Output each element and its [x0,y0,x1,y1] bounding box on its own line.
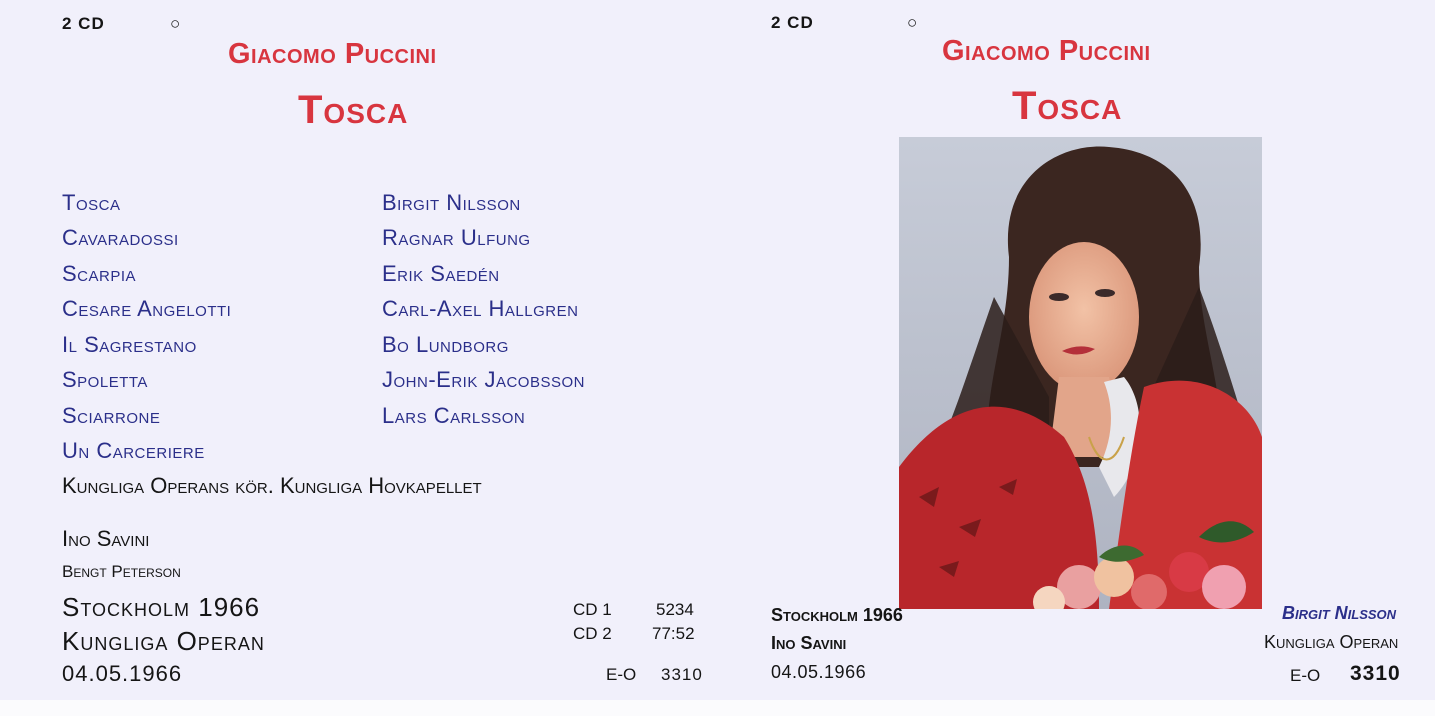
opera-title: Tosca [1012,84,1123,128]
cast-role: Il Sagrestano [62,332,197,357]
opera-title: Tosca [298,88,409,132]
cast-singer: Lars Carlsson [382,403,526,428]
director: Bengt Peterson [62,562,181,581]
cast-role: Cesare Angelotti [62,296,232,321]
track-label: CD 1 [573,600,612,619]
catalog-prefix: E-O [1290,666,1321,685]
city-year: Stockholm 1966 [62,592,261,622]
track-label: CD 2 [573,624,612,643]
cast-role: Scarpia [62,261,137,286]
venue: Kungliga Operan [1264,632,1399,652]
cd-count: 2 CD [771,13,814,32]
composer-title: Giacomo Puccini [942,35,1151,67]
recording-date: 04.05.1966 [771,662,867,682]
cast-role: Cavaradossi [62,225,179,250]
circle-icon: ○ [907,13,918,32]
cd-count: 2 CD [62,14,105,33]
venue: Kungliga Operan [62,626,265,656]
cast-singer: Bo Lundborg [382,332,509,357]
city-year: Stockholm 1966 [771,605,903,625]
ensemble: Kungliga Operans kör. Kungliga Hovkapellet [62,473,482,498]
cast-singer: Ragnar Ulfung [382,225,531,250]
cast-role: Sciarrone [62,403,161,428]
cast-role: Un Carceriere [62,438,205,463]
cast-singer: Erik Saedén [382,261,500,286]
composer-title: Giacomo Puccini [228,38,437,70]
conductor: Ino Savini [771,633,847,653]
page-edge [0,700,1435,716]
cast-role: Spoletta [62,367,148,392]
portrait-photo [899,137,1262,609]
circle-icon: ○ [170,14,181,33]
catalog-number: 3310 [661,665,703,684]
recording-date: 04.05.1966 [62,661,183,686]
catalog-prefix: E-O [606,665,637,684]
cast-singer: John-Erik Jacobsson [382,367,585,392]
cast-role: Tosca [62,190,121,215]
catalog-number: 3310 [1350,662,1401,685]
track-value: 5234 [656,600,694,619]
cast-singer: Carl-Axel Hallgren [382,296,579,321]
cast-singer: Birgit Nilsson [382,190,521,215]
track-value: 77:52 [652,624,695,643]
conductor: Ino Savini [62,526,150,551]
star-name: Birgit Nilsson [1282,603,1397,623]
